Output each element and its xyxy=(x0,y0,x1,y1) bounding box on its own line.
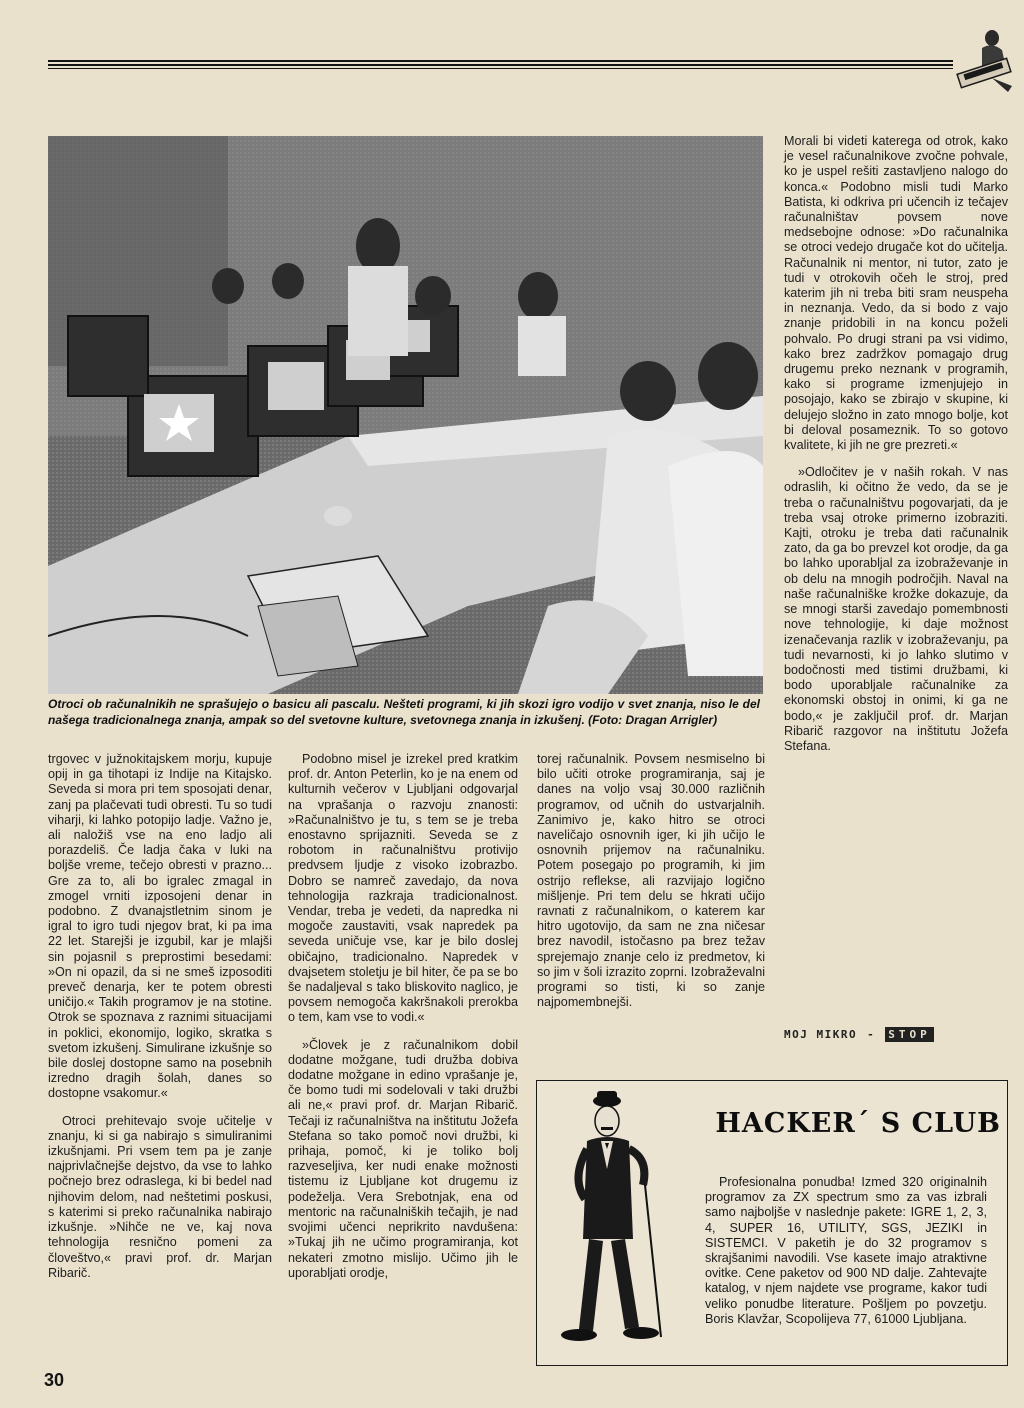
magazine-signature xyxy=(784,1024,1008,1044)
paragraph: trgovec v južnokitajskem morju, kupuje opij in ga tihotapi iz Indije na Kitajsko. Seveda si mora pri tem sposojati denar, zanj pa plačevati tudi obresti. Tu so tudi viharji, ki lahko potopijo ladje. Važno je, ali naložiš vse na eno ladjo ali porazdeliš. Če ladja čaka v luki na boljše vreme, tečejo obresti v prazno... Gre za to, ali bo igralec zmagal in zmogel vrniti izposojeni denar in podobno. Z dvanajstletnim sinom je igral to igro tudi njegov brat, ki pa ima 22 let. Starejši je izgubil, kar je mlajši sin pojasnil s preprostimi besedami: »On ni opazil, da si ne smeš izposoditi preveč denarja, ker te potem obresti uničijo.« Takih programov je na stotine. Otrok se spoznava z raznimi situacijami in poklici, ekonomijo, logiko, skratka s svetom izkušenj. Simulirane izkušnje so bile doslej dostopne samo na posebnih izredno dragih šolah, danes so dostopne vsakomur.« xyxy=(48,752,272,1101)
signature-left: MOJ MIKRO xyxy=(784,1027,858,1041)
paragraph: Podobno misel je izrekel pred kratkim prof. dr. Anton Peterlin, ko je na enem od kulturnih večerov v Ljubljani odgovarjal na vprašanja o razvoju znanosti: »Računalništvo je tu, s tem se je treba enostavno sprijazniti. Seveda se z robotom in računalništvu protivijo predvsem ljudje z visoko izobrazbo. Dobro se namreč zavedajo, da nova tehnologija razkraja tradicionalnost. Vendar, treba je vedeti, da napredka ni mogoče zaustaviti, vsak napredek pa seveda uničuje vse, kar je bilo doslej običajno, tradicionalno. Napredek v dvajsetem stoletju je bil hiter, če pa se bo še nadaljeval s tako bliskovito naglico, je povsem nemogoča kakršnakoli prerokba o tem, kam vse to vodi.« xyxy=(288,752,518,1025)
chaplin-figure-icon xyxy=(545,1089,665,1359)
signature-dash: - xyxy=(867,1027,876,1041)
text-column-3 xyxy=(537,752,765,1022)
header-rule xyxy=(48,60,953,62)
ad-title: HACKER´ S CLUB xyxy=(715,1108,1001,1139)
text-column-2 xyxy=(288,752,518,1293)
paragraph: Otroci prehitevajo svoje učitelje v znanju, ki si ga nabirajo s simuliranimi izkušnjami. Pri vsem tem pa je zanje najprivlačnejše dejstvo, da vse to lahko počnejo brez odraslega, ki bi bedel nad njihovim delom, nad neštetimi poskusi, s katerimi si preko računalnika nabirajo izkušnje. »Nihče ne ve, kaj nova tehnologija resnično pomeni za človeštvo,« pravi prof. dr. Marjan Ribarič. xyxy=(48,1113,272,1280)
computer-user-mascot-icon xyxy=(952,24,1014,96)
photo-caption: Otroci ob računalnikih ne sprašujejo o basicu ali pascalu. Nešteti programi, ki jih skozi igro vodijo v svet znanja, niso le del našega tradicionalnega znanja, ampak so del svetovne kulture, svetovnega znanja in izkušenj. (Foto: Dragan Arrigler) xyxy=(48,697,760,727)
page-number: 30 xyxy=(44,1370,65,1390)
paragraph: Morali bi videti katerega od otrok, kako je vesel računalnikove zvočne pohvale, ko je uspel rešiti zastavljeno nalogo do konca.« Podobno misli tudi Marko Batista, ki odkriva pri učencih iz tečajev računalništav povsem nove medsebojne odnose: »Do računalnika se otroci vedejo drugače kot do učitelja. Računalnik ni mentor, ni tutor, zato je tudi v otrokovih očeh le stroj, pred katerim jih ni treba biti sram neuspeha in neznanja. Vedo, da si bodo z vajo znanje pridobili in na koncu poželi pohvalo. Po drugi strani pa vsi vidimo, kako brez zadržkov pomagajo drug drugemu preko neznank v programih, kako si programe izmenjujejo in posojajo, kako se zbirajo v skupine, ki delujejo složno in zato mnogo bolje, kot bi deloval posameznik. To so gotovo kvalitete, ki jih ne gre prezreti.« xyxy=(784,134,1008,453)
paragraph: »Odločitev je v naših rokah. V nas odraslih, ki očitno že vedo, da se je treba o računalništvu pogovarjati, da je treba vsaj otroke primerno izobraziti. Kajti, otroku je treba dati računalnik zato, da ga bo prevzel kot orodje, da ga bo lahko uporabljal za izobraževanje in ob delu na mnogih področjih. Naval na naše računalniške krožke dokazuje, da se mnogi starši zavedajo pomembnosti nove tehnologije, ki daje možnost izenačevanja razlik v izobraževanju, pa tudi nevarnosti, ki jo lahko slutimo v bodočnosti med tistimi družbami, ki bodo uporabljale računalnike za ekonomski obstoj in onimi, ki ga ne bodo,« je zaključil prof. dr. Marjan Ribarič razgovor na inštitutu Jožefa Stefana. xyxy=(784,465,1008,753)
signature-right: STOP xyxy=(885,1027,934,1042)
header-rule xyxy=(48,64,953,66)
text-column-4 xyxy=(784,134,1008,766)
paragraph: torej računalnik. Povsem nesmiselno bi bilo učiti otroke programiranja, saj je danes na voljo vsaj 30.000 različnih programov, od učnih do ustvarjalnih. Zanimivo je, kako hitro se otroci naveličajo osnovnih iger, ki jih učijo le osnovnih prijemov na računalniku. Potem posegajo po programih, ki jim ostrijo reflekse, ali razvijajo logično mišljenje. Pri tem delu se hkrati učijo ravnati z računalnikom, o katerem kar hitro ugotovijo, da sam ne zna ničesar brez navodil, istočasno pa brez težav sprejemajo znanje celo iz predmetov, ki so jim v šoli izrazito zoprni. Izobraževalni programi so tisti, ki so zanje najpomembnejši. xyxy=(537,752,765,1010)
hackers-club-ad xyxy=(536,1080,1008,1366)
paragraph: »Človek je z računalnikom dobil dodatne možgane, tudi družba dobiva dodatne možgane in edino vprašanje je, če bomo tudi mi sodelovali v taki družbi ali ne,« pravi prof. dr. Marjan Ribarič. Tečaji iz računalništva na inštitutu Jožefa Stefana so tako pomoč novi družbi, ki prihaja, pomoč, ki je toliko bolj razveseljiva, ker nudi enake možnosti tistemu iz Ljubljane kot drugemu iz podeželja. Vera Srebotnjak, ena od mentoric na računalniških tečajih, je nad svojimi učenci neprikrito navdušena: »Tukaj jih ne učimo programiranja, kot nekateri zmotno mislijo. Učimo jih le uporabljati orodje, xyxy=(288,1037,518,1280)
ad-body xyxy=(705,1175,987,1327)
text-column-1 xyxy=(48,752,272,1293)
classroom-photo xyxy=(48,136,763,694)
header-rule xyxy=(48,68,953,69)
ad-body-text: Profesionalna ponudba! Izmed 320 originalnih programov za ZX spectrum smo za vas izbrali samo najboljše v naslednje pakete: IGRE 1, 2, 3, 4, SUPER 16, UTILITY, SGS, JEZIKI in SISTEMCI. V paketih je do 32 programov s skrajšanimi navodili. Vse kasete imajo atraktivne ovitke. Cene paketov od 900 ND dalje. Zahtevajte katalog, v njem najdete vse programe, kakor tudi veliko ponudbe literature. Pošljem po povzetju. Boris Klavžar, Scopolijeva 77, 61000 Ljubljana. xyxy=(705,1175,987,1326)
